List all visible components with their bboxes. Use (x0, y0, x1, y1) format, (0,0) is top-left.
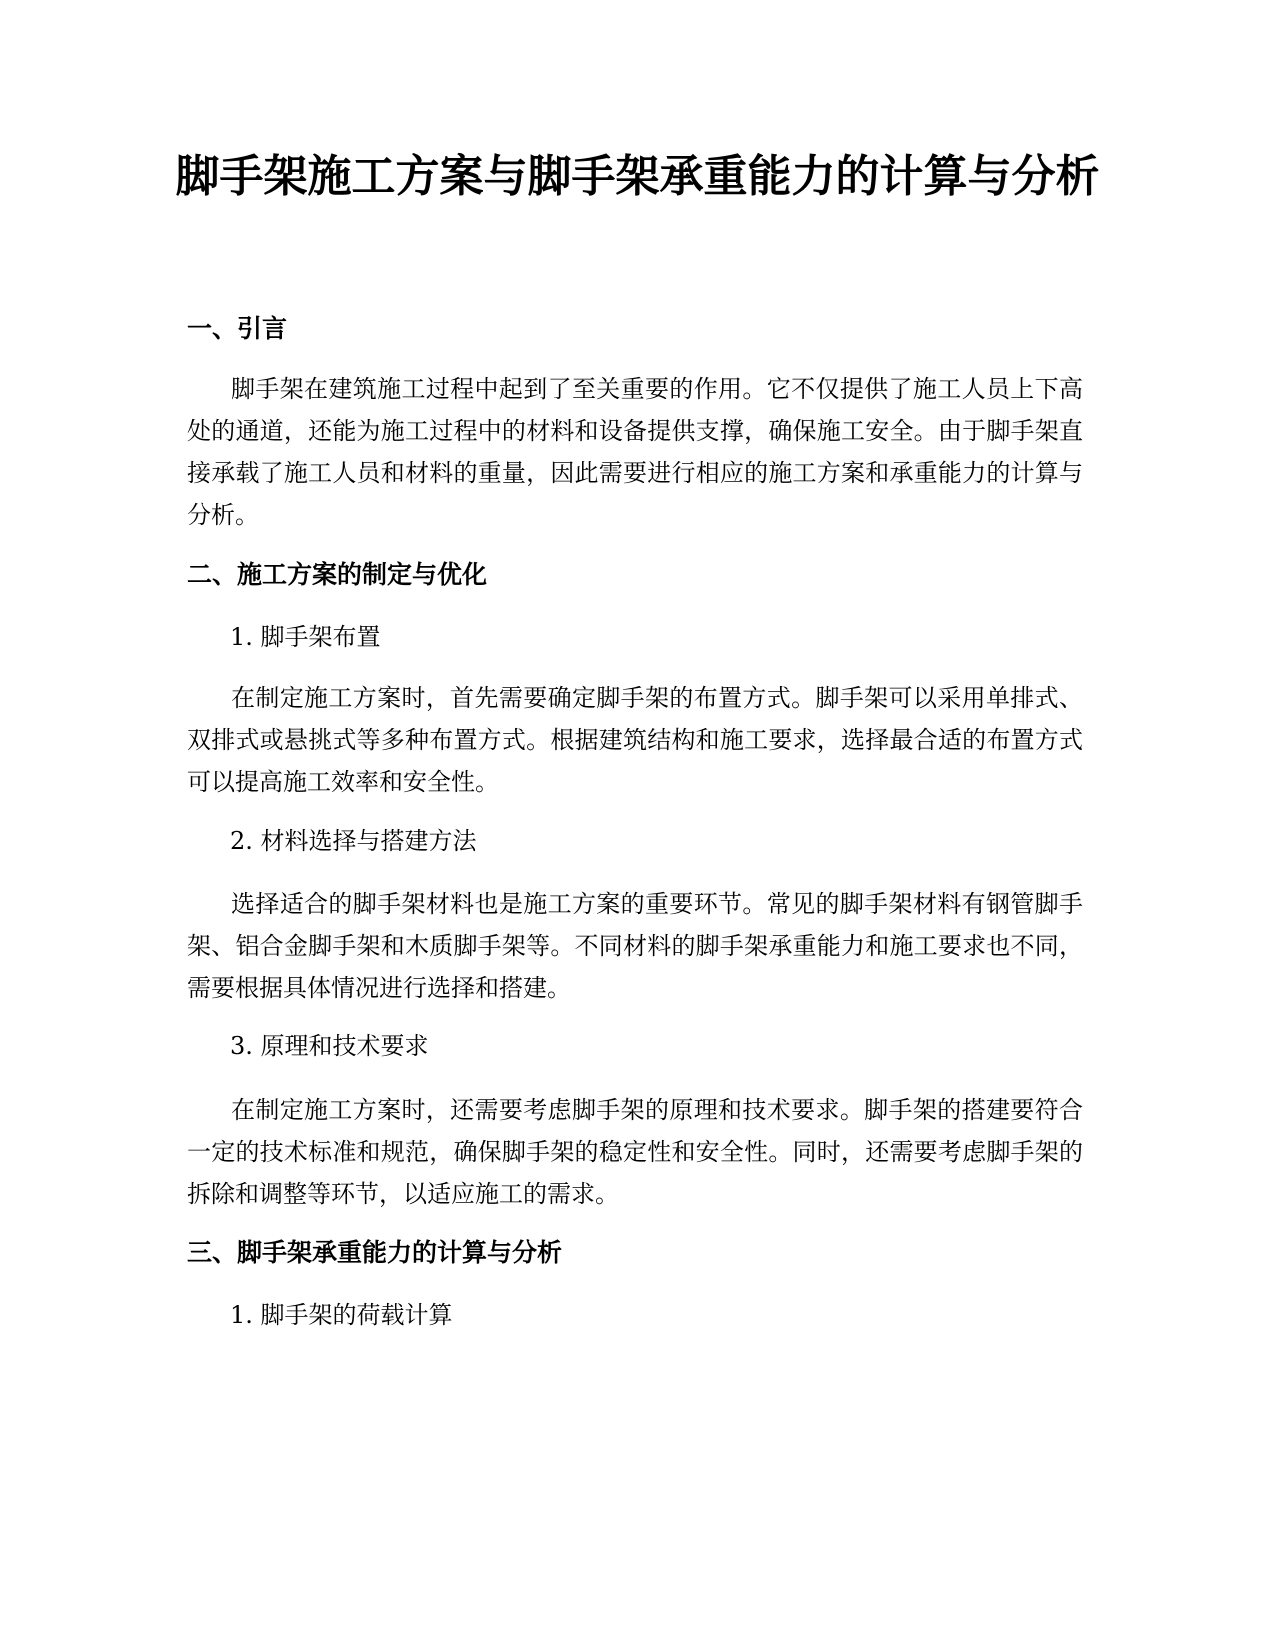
subheading-principles-requirements: 3. 原理和技术要求 (230, 1032, 429, 1060)
subheading-load-calculation: 1. 脚手架的荷载计算 (230, 1301, 453, 1329)
subheading-scaffold-layout: 1. 脚手架布置 (230, 623, 381, 651)
scaffold-layout-paragraph: 在制定施工方案时，首先需要确定脚手架的布置方式。脚手架可以采用单排式、双排式或悬挑式等多种布置方式。根据建筑结构和施工要求，选择最合适的布置方式可以提高施工效率和安全性。 (187, 684, 1083, 796)
section-heading-load-capacity: 三、脚手架承重能力的计算与分析 (187, 1238, 563, 1267)
principles-requirements-paragraph: 在制定施工方案时，还需要考虑脚手架的原理和技术要求。脚手架的搭建要符合一定的技术标准和规范，确保脚手架的稳定性和安全性。同时，还需要考虑脚手架的拆除和调整等环节，以适应施工的需求。 (187, 1096, 1083, 1208)
material-selection-paragraph: 选择适合的脚手架材料也是施工方案的重要环节。常见的脚手架材料有钢管脚手架、铝合金脚手架和木质脚手架等。不同材料的脚手架承重能力和施工要求也不同，需要根据具体情况进行选择和搭建。 (187, 890, 1083, 1002)
document-title: 脚手架施工方案与脚手架承重能力的计算与分析 (175, 151, 1100, 202)
subheading-material-selection: 2. 材料选择与搭建方法 (230, 827, 477, 855)
section-heading-introduction: 一、引言 (187, 314, 288, 343)
introduction-paragraph: 脚手架在建筑施工过程中起到了至关重要的作用。它不仅提供了施工人员上下高处的通道，还能为施工过程中的材料和设备提供支撑，确保施工安全。由于脚手架直接承载了施工人员和材料的重量，因此需要进行相应的施工方案和承重能力的计算与分析。 (187, 375, 1083, 529)
section-heading-construction-plan: 二、施工方案的制定与优化 (187, 560, 488, 589)
